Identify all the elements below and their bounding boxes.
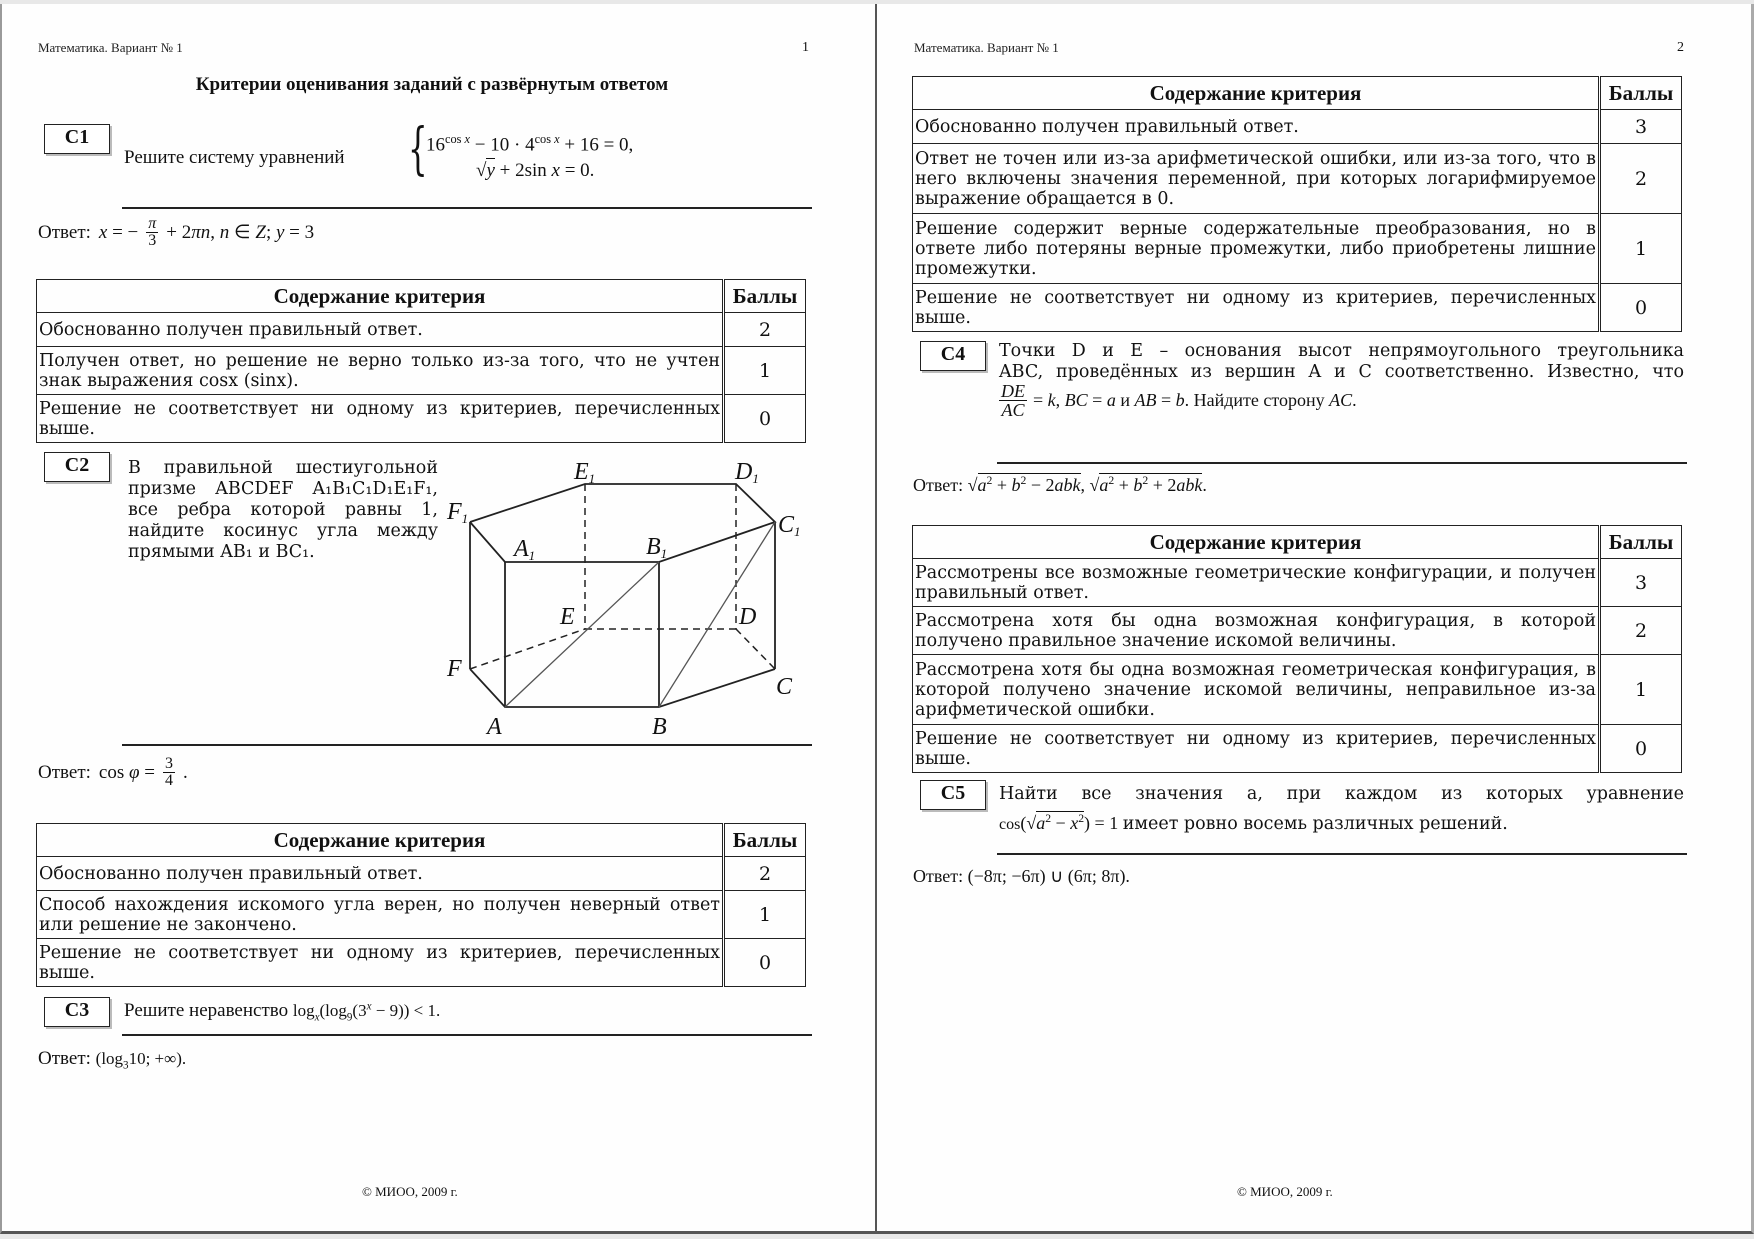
c3-answer: Ответ: ($\log_310$; +∞). bbox=[38, 1048, 187, 1072]
header-score: Баллы bbox=[724, 280, 806, 313]
c2-answer: Ответ: cos φ = $\frac{3}{4}$ . bbox=[38, 755, 188, 789]
svg-text:C: C bbox=[776, 674, 793, 700]
table-row: Решение не соответствует ни одному из критериев, перечисленных выше. 0 bbox=[37, 939, 806, 987]
table-row: Ответ не точен или из-за арифметической ошибки, или из-за того, что в него включены значения переменной, при которых логарифмируемое выражение обращается в 0. 2 bbox=[913, 144, 1682, 214]
c1-equation-1: $16^{cos x} - 10 \cdot 4^{cos x} + 16 = 0$, bbox=[426, 132, 634, 156]
page-2 bbox=[877, 4, 1754, 1234]
c2-statement: В правильной шестиугольной призме ABCDEF A₁B₁C₁D₁E₁F₁, все ребра которой равны 1, найдите косинус угла между прямыми AB₁ и BC₁. bbox=[128, 458, 438, 562]
header-score: Баллы bbox=[1600, 526, 1682, 559]
svg-text:F: F bbox=[447, 656, 462, 682]
svg-text:A1: A1 bbox=[514, 536, 536, 563]
c2-criteria-table bbox=[36, 823, 806, 987]
c4-answer: Ответ: $√a^2 + b^2 - 2abk$, $√a^2 + b^2 + 2abk$. bbox=[913, 474, 1207, 495]
answer-label: Ответ: bbox=[913, 866, 964, 886]
table-row: Обоснованно получен правильный ответ. 2 bbox=[37, 313, 806, 347]
answer-label: Ответ: bbox=[38, 1048, 91, 1069]
c1-equation-2: √y + 2sin x = 0. bbox=[476, 160, 595, 181]
c4-statement: Точки D и E – основания высот непрямоугольного треугольника ABC, проведённых из вершин A и C соответственно. Известно, что bbox=[999, 341, 1684, 382]
c1-answer: Ответ: x = − $\frac{\pi}{3}$ + 2πn, n ∈ Z; y = 3 bbox=[38, 215, 315, 249]
header-score: Баллы bbox=[724, 824, 806, 857]
svg-text:C1: C1 bbox=[778, 512, 801, 539]
c1-criteria-table bbox=[36, 279, 806, 443]
table-row: Обоснованно получен правильный ответ. 2 bbox=[37, 857, 806, 891]
svg-text:E1: E1 bbox=[574, 459, 596, 486]
c5-answer-value: (−8π; −6π) ∪ (6π; 8π). bbox=[967, 866, 1130, 886]
table-row: Решение не соответствует ни одному из критериев, перечисленных выше. 0 bbox=[913, 284, 1682, 332]
table-row: Обоснованно получен правильный ответ. 3 bbox=[913, 110, 1682, 144]
page-number: 2 bbox=[1677, 40, 1684, 55]
table-row: Получен ответ, но решение не верно только из-за того, что не учтен знак выражения cosx (sinx). 1 bbox=[37, 347, 806, 395]
divider bbox=[997, 462, 1687, 464]
svg-text:A: A bbox=[487, 714, 502, 740]
c1-prompt: Решите систему уравнений bbox=[124, 147, 345, 168]
divider bbox=[122, 207, 812, 209]
answer-label: Ответ: bbox=[38, 761, 91, 783]
answer-label: Ответ: bbox=[913, 475, 964, 495]
document-title: Критерии оценивания заданий с развёрнутым ответом bbox=[195, 74, 669, 95]
c5-answer bbox=[913, 866, 1130, 887]
c5-statement-line2: $\cos(√a^2 - x^2) = 1$ имеет ровно восемь различных решений. bbox=[999, 812, 1508, 834]
svg-text:B1: B1 bbox=[646, 534, 668, 561]
task-tag-c4: C4 bbox=[920, 341, 986, 371]
svg-text:D: D bbox=[739, 604, 757, 630]
task-tag-c1: C1 bbox=[44, 124, 110, 154]
footer-copyright: © МИОО, 2009 г. bbox=[1237, 1184, 1333, 1199]
running-head: Математика. Вариант № 1 bbox=[914, 40, 1059, 55]
answer-label: Ответ: bbox=[38, 221, 91, 243]
c3-prompt: Решите неравенство $\log_x(\log_9(3^x - 9)) < 1$. bbox=[124, 1000, 441, 1024]
header-criterion: Содержание критерия bbox=[37, 280, 724, 313]
header-criterion: Содержание критерия bbox=[37, 824, 724, 857]
page-1 bbox=[0, 4, 877, 1234]
divider bbox=[122, 1034, 812, 1036]
task-tag-c2: C2 bbox=[44, 452, 110, 482]
svg-text:B: B bbox=[652, 714, 667, 740]
table-row: Решение не соответствует ни одному из критериев, перечисленных выше. 0 bbox=[37, 395, 806, 443]
running-head: Математика. Вариант № 1 bbox=[38, 40, 183, 55]
header-criterion: Содержание критерия bbox=[913, 526, 1600, 559]
table-row: Способ нахождения искомого угла верен, но получен неверный ответ или решение не закончено. 1 bbox=[37, 891, 806, 939]
c3-criteria-table bbox=[912, 76, 1682, 332]
table-row: Решение не соответствует ни одному из критериев, перечисленных выше. 0 bbox=[913, 725, 1682, 773]
task-tag-c5: C5 bbox=[920, 780, 986, 810]
page-number: 1 bbox=[802, 40, 809, 55]
divider bbox=[997, 853, 1687, 855]
svg-text:F1: F1 bbox=[447, 499, 469, 526]
header-score: Баллы bbox=[1600, 77, 1682, 110]
svg-text:E: E bbox=[560, 604, 575, 630]
table-row: Решение содержит верные содержательные преобразования, но в ответе либо потеряны верные промежутки, либо приобретены лишние промежутки. 1 bbox=[913, 214, 1682, 284]
header-criterion: Содержание критерия bbox=[913, 77, 1600, 110]
divider bbox=[122, 744, 812, 746]
table-row: Рассмотрена хотя бы одна возможная конфигурация, в которой получено правильное значение искомой величины. 2 bbox=[913, 607, 1682, 655]
hexagonal-prism-figure bbox=[432, 444, 812, 744]
c4-condition: $\frac{DE}{AC}$ = k, BC = a и AB = b. Найдите сторону AC. bbox=[1001, 381, 1357, 420]
task-tag-c3: C3 bbox=[44, 997, 110, 1027]
c4-criteria-table bbox=[912, 525, 1682, 773]
c5-statement-line1: Найти все значения a, при каждом из которых уравнение bbox=[999, 784, 1684, 804]
c1-system-brace: { bbox=[408, 117, 428, 182]
table-row: Рассмотрена хотя бы одна возможная геометрическая конфигурация, в которой получено значение искомой величины, неправильное из-за арифметической ошибки. 1 bbox=[913, 655, 1682, 725]
footer-copyright: © МИОО, 2009 г. bbox=[362, 1184, 458, 1199]
table-row: Рассмотрены все возможные геометрические конфигурации, и получен правильный ответ. 3 bbox=[913, 559, 1682, 607]
svg-text:D1: D1 bbox=[735, 459, 759, 486]
